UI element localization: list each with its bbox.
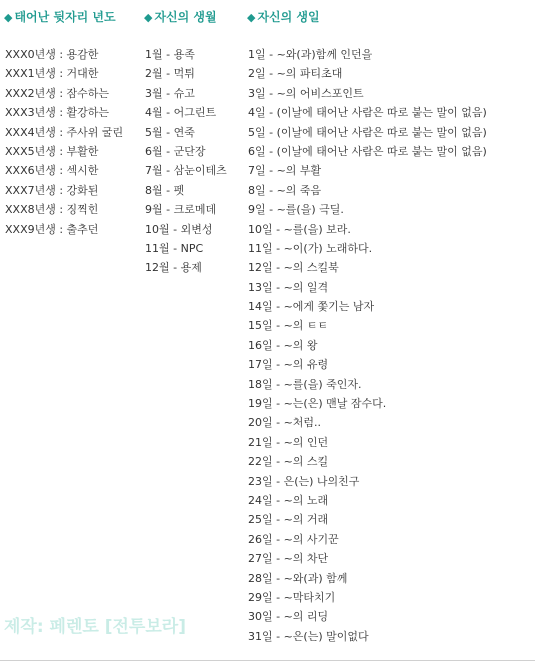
month-item: 2월 - 먹튀	[145, 67, 195, 81]
year-item: XXX7년생 : 강화된	[5, 183, 99, 197]
day-item: 9일 - ~를(을) 극딜.	[248, 203, 344, 217]
year-item: XXX2년생 : 잠수하는	[5, 86, 110, 100]
day-item: 24일 - ~의 노래	[248, 493, 329, 507]
header-birth-day	[247, 8, 320, 25]
year-item: XXX4년생 : 주사위 굴린	[5, 125, 124, 139]
day-item: 7일 - ~의 부활	[248, 164, 322, 178]
day-item: 2일 - ~의 파티초대	[248, 67, 343, 81]
day-item: 12일 - ~의 스킬북	[248, 261, 339, 275]
day-item: 18일 - ~를(을) 죽인자.	[248, 377, 362, 391]
day-item: 20일 - ~처럼..	[248, 416, 322, 430]
month-item: 5월 - 연죽	[145, 125, 195, 139]
day-item: 1일 - ~와(과)함께 인던을	[248, 48, 373, 61]
diamond-icon: ◆	[247, 11, 256, 24]
day-item: 31일 - ~은(는) 말이없다	[248, 629, 369, 643]
year-item: XXX0년생 : 용감한	[5, 48, 99, 61]
day-item: 13일 - ~의 일격	[248, 280, 329, 294]
day-item: 15일 - ~의 ㅌㅌ	[248, 319, 329, 333]
day-list	[248, 45, 487, 646]
day-item: 3일 - ~의 어비스포인트	[248, 86, 364, 100]
month-item: 6월 - 군단장	[145, 144, 206, 158]
day-item: 16일 - ~의 왕	[248, 338, 318, 352]
credit-watermark: 제작: 페렌토 [전투보라]	[4, 617, 186, 637]
header-title: 자신의 생월	[154, 10, 217, 24]
month-item: 3월 - 슈고	[145, 86, 195, 100]
day-item: 19일 - ~는(은) 맨날 잠수다.	[248, 397, 387, 411]
year-item: XXX9년생 : 출추던	[5, 222, 99, 236]
day-item: 23일 - 은(는) 나의친구	[248, 474, 360, 488]
day-item: 27일 - ~의 차단	[248, 552, 329, 566]
month-item: 7월 - 삼눈이테츠	[145, 164, 227, 178]
header-title: 자신의 생일	[257, 10, 320, 24]
year-item: XXX8년생 : 징찍힌	[5, 203, 99, 217]
year-list	[5, 45, 123, 239]
day-item: 26일 - ~의 사기꾼	[248, 532, 339, 546]
day-item: 6일 - (이날에 태어난 사람은 따로 붙는 말이 없음)	[248, 144, 487, 158]
day-item: 22일 - ~의 스킬	[248, 455, 329, 469]
day-item: 29일 - ~막타치기	[248, 590, 336, 604]
month-item: 11월 - NPC	[145, 241, 204, 255]
month-list	[145, 45, 227, 278]
day-item: 10일 - ~를(을) 보라.	[248, 222, 351, 236]
day-item: 21일 - ~의 인던	[248, 435, 329, 449]
diamond-icon: ◆	[4, 11, 13, 24]
day-item: 14일 - ~에게 쫓기는 남자	[248, 300, 375, 314]
divider	[0, 660, 535, 661]
month-item: 9월 - 크로메데	[145, 203, 217, 217]
month-item: 10월 - 외변성	[145, 222, 213, 236]
month-item: 12월 - 용제	[145, 261, 202, 275]
header-birth-month	[144, 8, 217, 25]
day-item: 17일 - ~의 유령	[248, 358, 329, 372]
diamond-icon: ◆	[144, 11, 153, 24]
day-item: 5일 - (이날에 태어난 사람은 따로 붙는 말이 없음)	[248, 125, 487, 139]
day-item: 4일 - (이날에 태어난 사람은 따로 붙는 말이 없음)	[248, 106, 487, 120]
month-item: 4월 - 어그린트	[145, 106, 217, 120]
year-item: XXX1년생 : 거대한	[5, 67, 99, 81]
day-item: 30일 - ~의 리딩	[248, 610, 329, 624]
year-item: XXX6년생 : 섹시한	[5, 164, 99, 178]
year-item: XXX5년생 : 부활한	[5, 144, 99, 158]
month-item: 1월 - 용족	[145, 48, 195, 61]
day-item: 8일 - ~의 죽음	[248, 183, 322, 197]
day-item: 28일 - ~와(과) 함께	[248, 571, 348, 585]
header-birth-year	[4, 8, 116, 25]
month-item: 8월 - 펫	[145, 183, 185, 197]
header-title: 태어난 뒷자리 년도	[14, 10, 116, 24]
year-item: XXX3년생 : 활강하는	[5, 106, 110, 120]
day-item: 25일 - ~의 거래	[248, 513, 329, 527]
day-item: 11일 - ~이(가) 노래하다.	[248, 241, 373, 255]
